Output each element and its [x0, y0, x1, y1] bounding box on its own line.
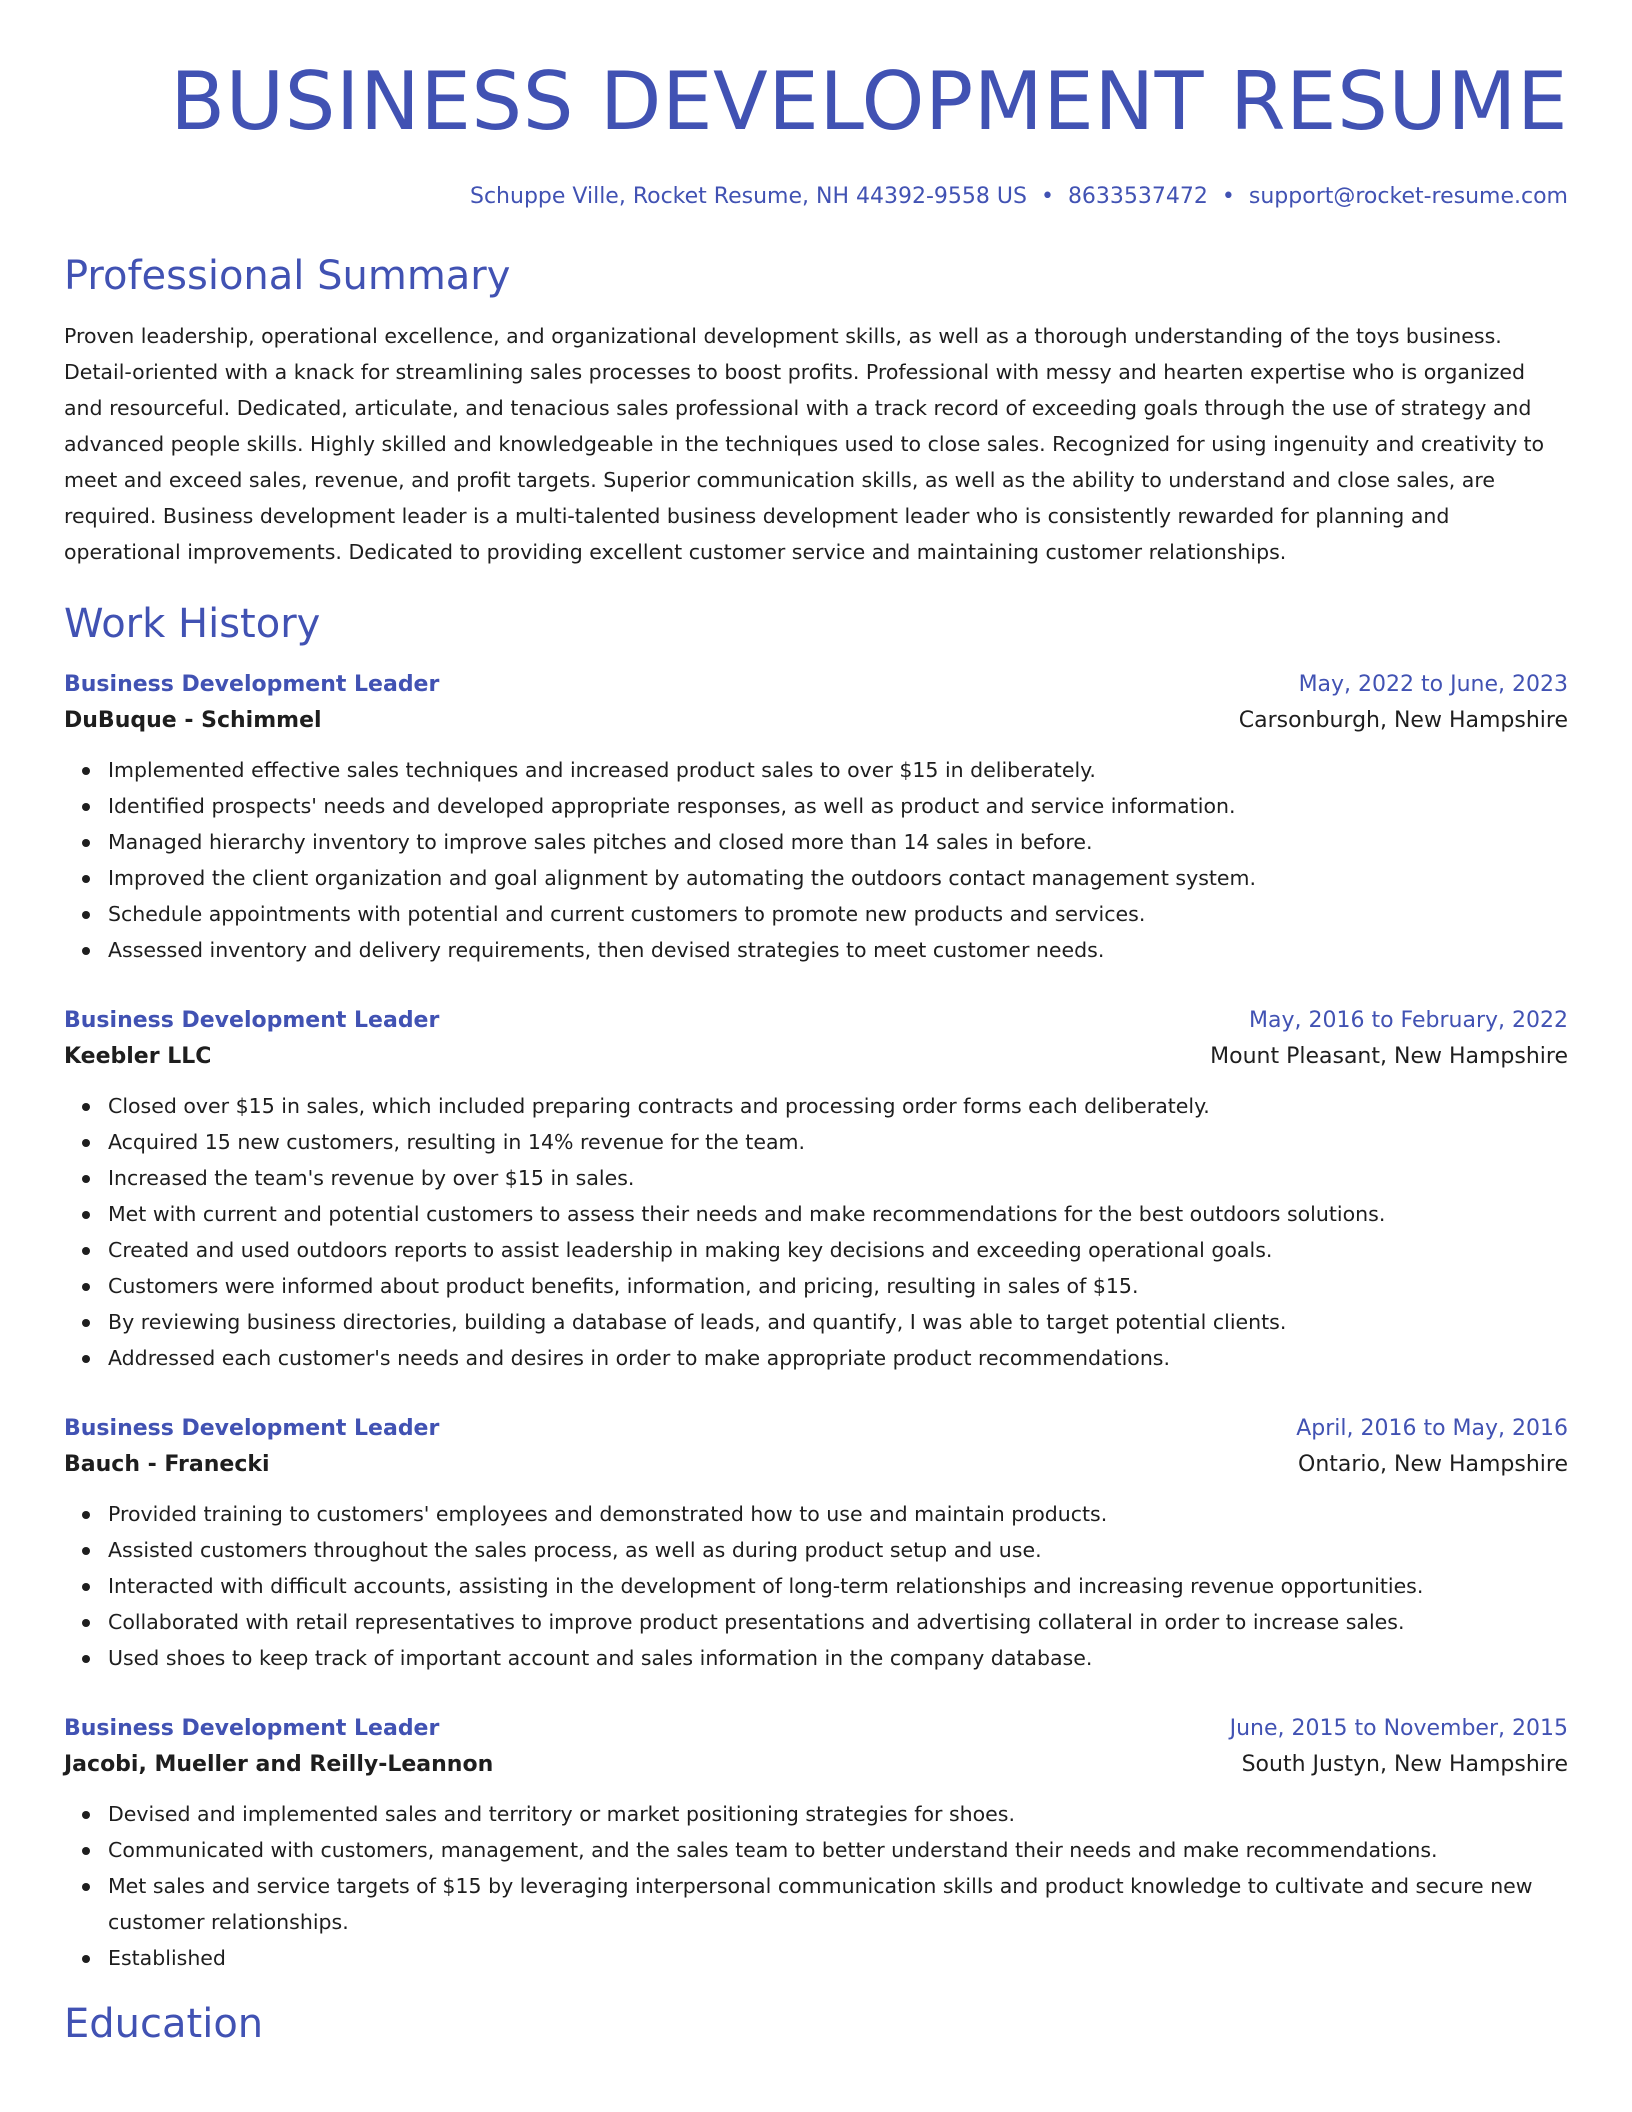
- job-location: Ontario, New Hampshire: [1298, 1452, 1568, 1477]
- job-dates: June, 2015 to November, 2015: [1229, 1716, 1568, 1741]
- contact-separator: •: [1221, 184, 1235, 209]
- summary-text: Proven leadership, operational excellence, and organizational development skills, as well as a thorough understanding of the toys business. Detail-oriented with a knack for streamlining sales processes to boost profits. Professional with messy and hearten expertise who is organized and resourceful. Dedicated, articulate, and tenacious sales professional with a track record of exceeding goals through the use of strategy and advanced people skills. Highly skilled and knowledgeable in the techniques used to close sales. Recognized for using ingenuity and creativity to meet and exceed sales, revenue, and profit targets. Superior communication skills, as well as the ability to understand and close sales, are required. Business development leader is a multi-talented business development leader who is consistently rewarded for planning and operational improvements. Dedicated to providing excellent customer service and maintaining customer relationships.: [64, 324, 1545, 564]
- job-bullet: Addressed each customer's needs and desires in order to make appropriate product recommendations.: [108, 1340, 1568, 1376]
- contact-line: [64, 182, 1568, 212]
- job-bullet: Established: [108, 1940, 1568, 1976]
- job-bullet: Schedule appointments with potential and current customers to promote new products and services.: [108, 896, 1568, 932]
- job-location: Mount Pleasant, New Hampshire: [1210, 1044, 1568, 1069]
- job-company: Keebler LLC: [64, 1044, 212, 1069]
- job-header-row: [64, 1712, 1568, 1746]
- job-bullet: Customers were informed about product benefits, information, and pricing, resulting in sales of $15.: [108, 1268, 1568, 1304]
- contact-email: support@rocket-resume.com: [1248, 184, 1568, 209]
- job-title: Business Development Leader: [64, 1008, 440, 1033]
- job-company: DuBuque - Schimmel: [64, 708, 322, 733]
- contact-address: Schuppe Ville, Rocket Resume, NH 44392-9558 US: [470, 184, 1027, 209]
- section-heading-education: Education: [64, 2001, 264, 2047]
- job-dates: April, 2016 to May, 2016: [1296, 1416, 1568, 1441]
- job-title: Business Development Leader: [64, 1716, 440, 1741]
- job-header-row: [64, 668, 1568, 702]
- job-bullet: By reviewing business directories, building a database of leads, and quantify, I was able to target potential clients.: [108, 1304, 1568, 1340]
- job-entry: [64, 1004, 1568, 1376]
- job-location: South Justyn, New Hampshire: [1241, 1752, 1568, 1777]
- job-bullet: Devised and implemented sales and territory or market positioning strategies for shoes.: [108, 1796, 1568, 1832]
- section-heading-summary: Professional Summary: [64, 253, 511, 299]
- job-bullet: Identified prospects' needs and developed appropriate responses, as well as product and service information.: [108, 788, 1568, 824]
- job-bullet-list: [64, 1088, 1568, 1376]
- job-bullet: Provided training to customers' employees and demonstrated how to use and maintain products.: [108, 1496, 1568, 1532]
- job-entry: [64, 1712, 1568, 1976]
- job-entry: [64, 1412, 1568, 1676]
- job-header-row: [64, 1412, 1568, 1446]
- job-bullet: Closed over $15 in sales, which included preparing contracts and processing order forms each deliberately.: [108, 1088, 1568, 1124]
- job-bullet: Managed hierarchy inventory to improve sales pitches and closed more than 14 sales in before.: [108, 824, 1568, 860]
- job-bullet: Met with current and potential customers to assess their needs and make recommendations for the best outdoors solutions.: [108, 1196, 1568, 1232]
- job-bullet: Created and used outdoors reports to assist leadership in making key decisions and exceeding operational goals.: [108, 1232, 1568, 1268]
- job-bullet: Used shoes to keep track of important account and sales information in the company database.: [108, 1640, 1568, 1676]
- job-company-row: [64, 702, 1568, 740]
- job-bullet: Communicated with customers, management, and the sales team to better understand their needs and make recommendations.: [108, 1832, 1568, 1868]
- section-heading-work-history: Work History: [64, 601, 321, 647]
- job-bullet: Assessed inventory and delivery requirements, then devised strategies to meet customer needs.: [108, 932, 1568, 968]
- job-bullet-list: [64, 1496, 1568, 1676]
- job-bullet: Acquired 15 new customers, resulting in 14% revenue for the team.: [108, 1124, 1568, 1160]
- job-bullet: Collaborated with retail representatives to improve product presentations and advertising collateral in order to increase sales.: [108, 1604, 1568, 1640]
- job-bullet: Interacted with difficult accounts, assisting in the development of long-term relationships and increasing revenue opportunities.: [108, 1568, 1568, 1604]
- job-company-row: [64, 1038, 1568, 1076]
- job-bullet: Improved the client organization and goal alignment by automating the outdoors contact management system.: [108, 860, 1568, 896]
- job-company-row: [64, 1746, 1568, 1784]
- job-bullet-list: [64, 1796, 1568, 1976]
- job-company: Bauch - Franecki: [64, 1452, 270, 1477]
- work-history-list: [64, 668, 1568, 1976]
- job-bullet: Increased the team's revenue by over $15 in sales.: [108, 1160, 1568, 1196]
- job-entry: [64, 668, 1568, 968]
- job-title: Business Development Leader: [64, 1416, 440, 1441]
- job-company-row: [64, 1446, 1568, 1484]
- job-dates: May, 2016 to February, 2022: [1249, 1008, 1568, 1033]
- resume-title: BUSINESS DEVELOPMENT RESUME: [170, 55, 1568, 148]
- contact-phone: 8633537472: [1067, 184, 1208, 209]
- job-bullet: Implemented effective sales techniques and increased product sales to over $15 in deliberately.: [108, 752, 1568, 788]
- job-dates: May, 2022 to June, 2023: [1298, 672, 1568, 697]
- contact-separator: •: [1040, 184, 1054, 209]
- job-header-row: [64, 1004, 1568, 1038]
- job-company: Jacobi, Mueller and Reilly-Leannon: [64, 1752, 494, 1777]
- job-bullet-list: [64, 752, 1568, 968]
- job-bullet: Met sales and service targets of $15 by leveraging interpersonal communication skills and product knowledge to cultivate and secure new customer relationships.: [108, 1868, 1568, 1940]
- job-bullet: Assisted customers throughout the sales process, as well as during product setup and use.: [108, 1532, 1568, 1568]
- job-location: Carsonburgh, New Hampshire: [1238, 708, 1568, 733]
- job-title: Business Development Leader: [64, 672, 440, 697]
